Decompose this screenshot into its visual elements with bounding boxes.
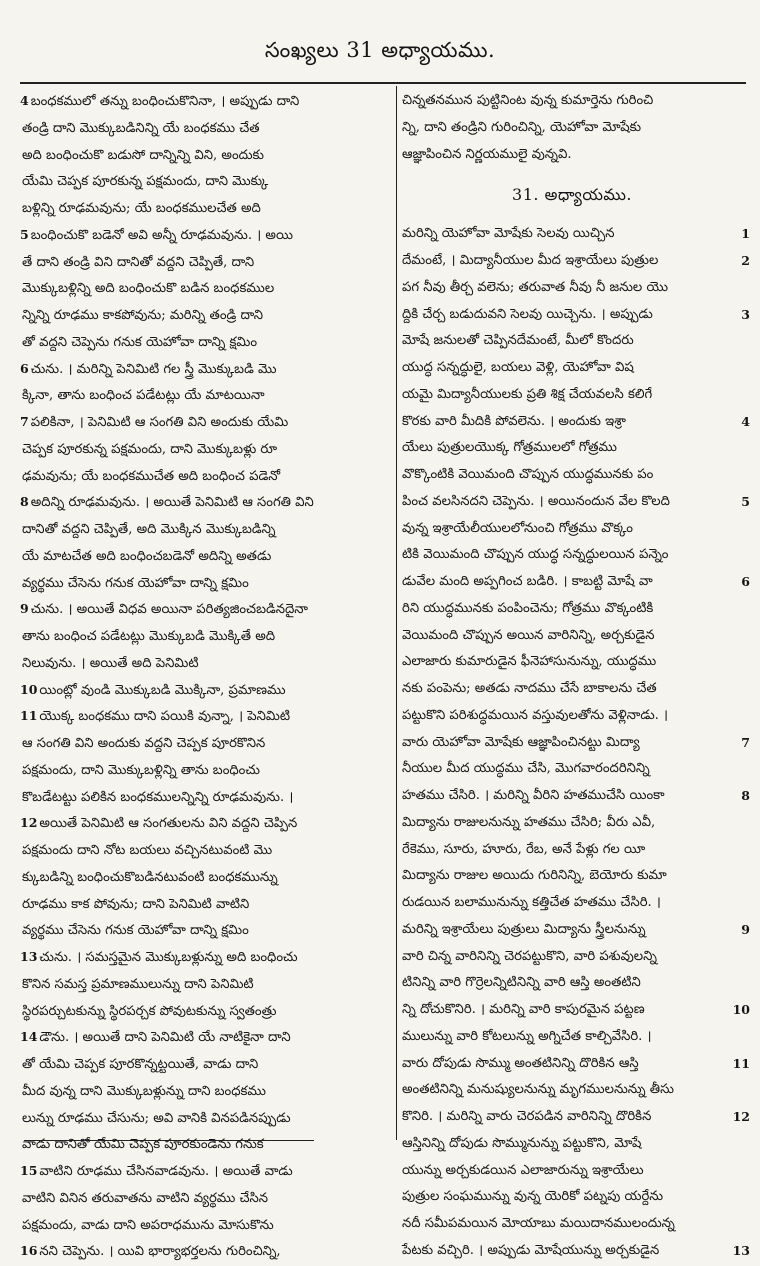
- running-header: సంఖ్యలు 31 అధ్యాయము.: [264, 38, 496, 62]
- text-line: [402, 221, 750, 248]
- verse-number: 4: [741, 413, 750, 429]
- line-text: వాటిని వినిన తరువాతను వాటిని వ్యర్థము చేసిన: [22, 1190, 269, 1206]
- text-line: [402, 863, 742, 890]
- line-text: తో యేమి చెప్పక పూరకొన్నట్టయితే, వాడు దాని: [22, 1057, 259, 1072]
- chapter-text: [402, 221, 750, 1264]
- verse-number: 8: [741, 788, 750, 803]
- line-text: పుత్రుల సంఘమున్ను వున్న యెరికో పట్నపు యర్దేను: [402, 1189, 664, 1205]
- verse-number: 6: [741, 574, 750, 589]
- text-line: [402, 355, 742, 382]
- line-text: నకు పంపెను; అతడు నాదము చేసే బాకాలను చేత: [402, 681, 657, 696]
- line-text: పట్టుకొని పరిశుద్ధమయిన వస్తువులతోను వెళ్లినాడు. ।: [402, 707, 669, 723]
- line-text: చెప్పక పూరకున్న పక్షమందు, దాని మొక్కుబళ్లు రూ: [22, 441, 278, 457]
- text-line: [402, 756, 742, 783]
- column-divider: [396, 86, 397, 1140]
- line-text: కొనిరి. । మరిన్ని వారు చెరపడిన వారినిన్ని దొరికిన: [402, 1109, 652, 1124]
- line-text: చిన్నతనమున పుట్టినింట వున్న కుమార్తెను గురించి: [402, 93, 654, 108]
- line-text: అది బంధించుకొ బడుసో దాన్నిన్ని విని, అందుకు: [22, 147, 264, 163]
- line-text: పించ వలసినదని చెప్పెను. । అయినందున వేల కొలది: [402, 493, 670, 509]
- line-text: వెయిమంది చొప్పున అయిన వారినిన్ని, అర్చకుడైన: [402, 627, 655, 643]
- line-text: తండ్రి దాని మొక్కుబడినిన్ని యే బంధకము చేత: [22, 120, 260, 136]
- text-line: [402, 569, 750, 596]
- text-line: [20, 917, 392, 944]
- text-line: [402, 1131, 742, 1158]
- line-text: టికి వెయిమంది చొప్పున యుద్ధ సన్నద్ధులయిన పన్నెం: [402, 547, 669, 563]
- text-line: [20, 864, 392, 891]
- text-line: [20, 837, 392, 864]
- text-line: [20, 489, 392, 516]
- text-line: [20, 409, 392, 436]
- line-text: దానితో వద్దని చెప్పితే, అది మొక్కిన మొక్కుబడిన్ని: [22, 522, 276, 537]
- text-line: [402, 1077, 742, 1104]
- line-text: నదీ సమీపమయిన మోయాబు మయిదానములందున్న: [402, 1216, 675, 1231]
- line-text: యుద్ధ సన్నద్ధులై, బయలు వెళ్లి, యెహోవా విష: [402, 360, 634, 375]
- line-text: రూఢము కాక పోవును; దాని పెనిమిటి వాటిని: [22, 896, 250, 912]
- text-line: [402, 676, 742, 703]
- text-line: [20, 88, 392, 115]
- text-line: [402, 970, 742, 997]
- line-text: యమై మిద్యానీయులకు ప్రతి శిక్ష చేయవలసి కలిగే: [402, 386, 653, 402]
- verse-number: 12: [20, 815, 38, 831]
- line-text: వారు యెహోవా మోషేకు ఆజ్ఞాపించినట్టు మిద్యా: [402, 734, 640, 750]
- line-text: కొనిన సమస్త ప్రమాణములున్ను దాని పెనిమిటి: [22, 976, 254, 992]
- line-text: టినిన్ని వారి గొర్రెలన్నిటినిన్ని వారి ఆస్తి అంతటిని: [402, 975, 641, 991]
- verse-number: 8: [20, 494, 29, 510]
- text-line: [20, 784, 392, 811]
- line-text: మొక్కుబళ్లిన్ని అది బంధించుకొ బడిన బంధకముల: [22, 281, 275, 297]
- line-text: ఎలాజారు కుమారుడైన ఫీనెహాసునున్ను, యుద్ధము: [402, 654, 657, 670]
- text-line: [402, 382, 742, 409]
- line-text: అయితే పెనిమిటి ఆ సంగతులను విని వద్దని చెప్పిన: [39, 816, 298, 832]
- text-line: [20, 115, 392, 142]
- line-text: డువేల మంది అప్పగించ బడిరి. । కాబట్టి మోషే వా: [402, 574, 653, 589]
- line-text: నని చెప్పెను. । యివి భార్యాభర్తలను గురించిన్ని,: [39, 1244, 281, 1260]
- line-text: మీద వున్న దాని మొక్కుబళ్లున్ను దాని బంధకము: [22, 1083, 266, 1099]
- text-line: [20, 436, 392, 463]
- verse-number: 4: [20, 93, 29, 108]
- text-line: [402, 623, 742, 650]
- text-line: [20, 1078, 392, 1105]
- text-line: [402, 302, 750, 329]
- text-line: [20, 168, 392, 195]
- line-text: ఢమవును; యే బంధకముచేత అది బంధించ పడెనో: [22, 468, 281, 484]
- text-line: [402, 1211, 742, 1238]
- text-line: [20, 677, 392, 704]
- text-line: [402, 328, 742, 355]
- line-text: క్కినా, తాను బంధించ పడేటట్లు యే మాటయినా: [22, 388, 265, 404]
- line-text: న్ని, దాని తండ్రిని గురించిన్ని, యెహోవా మోషేకు: [402, 119, 642, 135]
- line-text: కొబడేటట్టు పలికిన బంధకములన్నిన్ని రూఢమవును. ।: [22, 789, 294, 805]
- line-text: యేలు పుత్రులయొక్క గోత్రములలో గోత్రము: [402, 440, 617, 456]
- line-text: అదిన్ని రూఢమవును. । అయితే పెనిమిటి ఆ సంగతి విని: [30, 495, 314, 511]
- line-text: అంతటినిన్ని మనుష్యులనున్ను మృగములనున్ను తీసు: [402, 1082, 674, 1098]
- text-line: [402, 1051, 750, 1078]
- verse-number: 2: [741, 253, 750, 268]
- text-line: [402, 783, 750, 810]
- text-line: [20, 650, 392, 677]
- line-text: దేమంటే, । మిద్యానీయుల మీద ఇశ్రాయేలు పుత్రుల: [402, 253, 659, 268]
- text-line: [20, 1131, 392, 1158]
- line-text: వాడు దానితో యేమి చెప్పక పూరకుండెను గనుక: [22, 1137, 264, 1153]
- line-text: లున్ను రూఢము చేసును; అవి వానికి వినపడినప్పుడు: [22, 1110, 291, 1126]
- text-line: [20, 1051, 392, 1078]
- verse-number: 6: [20, 360, 29, 376]
- text-line: [20, 1238, 392, 1265]
- text-line: [20, 570, 392, 597]
- verse-number: 9: [20, 601, 29, 617]
- chapter-title: 31. అధ్యాయము.: [512, 185, 632, 205]
- line-text: తే దాని తండ్రి విని దానితో వద్దని చెప్పితే, దాని: [22, 254, 255, 270]
- text-line: [20, 1185, 392, 1212]
- line-text: హతము చేసిరి. । మరిన్ని వీరిని హతముచేసి యింకా: [402, 788, 665, 803]
- text-line: [402, 1104, 750, 1131]
- line-text: మరిన్ని యెహోవా మోషేకు సెలవు యిచ్చిన: [402, 226, 615, 242]
- text-line: [402, 115, 742, 142]
- verse-number: 9: [741, 921, 750, 937]
- text-line: [402, 516, 742, 543]
- verse-number: 15: [20, 1163, 38, 1178]
- text-line: [402, 596, 742, 623]
- text-line: [20, 142, 392, 169]
- text-line: [20, 596, 392, 623]
- line-text: మరిన్ని ఇశ్రాయేలు పుత్రులు మిద్యాను స్త్రీలనున్ను: [402, 921, 646, 937]
- line-text: క్కుబడిన్ని బంధించుకొబడినటువంటి బంధకమున్ను: [22, 869, 278, 885]
- line-text: ద్దికి చేర్చ బడుదువని సెలవు యిచ్చెను. । అప్పుడు: [402, 306, 653, 322]
- verse-number: 11: [20, 708, 38, 724]
- text-line: [402, 542, 742, 569]
- text-line: [20, 998, 392, 1025]
- verse-number: 5: [741, 493, 750, 509]
- line-text: వాటిని రూఢము చేసినవాడవును. । అయితే వాడు: [39, 1164, 293, 1179]
- line-text: యొక్క బంధకము దాని పయికి వున్నా, । పెనిమిటి: [39, 709, 291, 725]
- line-text: వ్యర్థము చేసెను గనుక యెహోవా దాన్ని క్షమిం: [22, 575, 249, 591]
- text-line: [402, 810, 742, 837]
- text-line: [20, 944, 392, 971]
- text-line: [20, 703, 392, 730]
- text-line: [20, 249, 392, 276]
- text-line: [402, 275, 742, 302]
- verse-number: 11: [732, 1055, 750, 1071]
- text-line: [402, 435, 742, 462]
- text-line: [20, 757, 392, 784]
- line-text: వున్న ఇశ్రాయేలీయులలోనుంచి గోత్రము వొక్కం: [402, 520, 633, 536]
- text-line: [20, 516, 392, 543]
- line-text: వ్యర్థము చేసెను గనుక యెహోవా దాన్ని క్షమిం: [22, 923, 249, 939]
- line-text: యేమి చెప్పక పూరకున్న పక్షమందు, దాని మొక్కు: [22, 174, 269, 190]
- line-text: పగ నీవు తీర్చ వలెను; తరువాత నీవు నీ జనుల యొ: [402, 279, 668, 295]
- line-text: తాను బంధించ పడేటట్లు మొక్కుబడి మొక్కితే అది: [22, 629, 276, 644]
- verse-number: 12: [732, 1109, 750, 1124]
- verse-number: 7: [20, 414, 29, 429]
- line-text: రిని యుద్ధమునకు పంపించెను; గోత్రము వొక్కంటికి: [402, 600, 654, 616]
- line-text: పక్షమందు, వాడు దాని అపరాధమును మోసుకొను: [22, 1217, 274, 1233]
- line-text: వొక్కొంటికి వెయిమంది చొప్పున యుద్ధమునకు పం: [402, 467, 654, 482]
- line-text: యింట్లో వుండి మొక్కుబడి మొక్కినా, ప్రమాణము: [39, 682, 286, 698]
- text-line: [20, 891, 392, 918]
- right-column-continuation: [402, 88, 742, 168]
- text-line: [20, 382, 392, 409]
- verse-number: 13: [20, 949, 38, 964]
- line-text: మిద్యాను రాజులనున్ను హతము చేసిరి; వీరు ఎవీ,: [402, 814, 656, 830]
- verse-number: 14: [20, 1029, 38, 1045]
- text-line: [402, 1184, 742, 1211]
- text-line: [402, 890, 742, 917]
- text-line: [402, 88, 742, 115]
- text-line: [402, 997, 750, 1024]
- line-text: పేటకు వచ్చిరి. । అప్పుడు మోషేయున్ను అర్చకుడైన: [402, 1242, 660, 1258]
- header-rule: [20, 82, 746, 84]
- verse-number: 7: [741, 734, 750, 750]
- line-text: స్థిరపర్చుటకున్ను స్థిరపర్చక పోవుటకున్ను స్వతంత్రు: [22, 1003, 277, 1019]
- text-line: [20, 1158, 392, 1185]
- line-text: పక్షమందు, దాని మొక్కుబళ్లిన్ని తాను బంధించు: [22, 762, 260, 778]
- text-line: [402, 1158, 742, 1185]
- text-line: [20, 730, 392, 757]
- text-line: [402, 409, 750, 436]
- text-line: [20, 302, 392, 329]
- line-text: చును. । సమస్తమైన మొక్కుబళ్లున్ను అది బంధించు: [39, 950, 298, 965]
- text-line: [402, 944, 742, 971]
- line-text: మోషే జనులతో చెప్పినదేమంటే, మీలో కొందరు: [402, 333, 634, 349]
- line-text: ఆ సంగతి విని అందుకు వద్దని చెప్పక పూరకొనిన: [22, 736, 266, 751]
- line-text: బంధించుకొ బడెనో అవి అన్నీ రూఢమవును. । అయి: [30, 227, 293, 243]
- line-text: డౌను. । అయితే దాని పెనిమిటి యే నాటికైనా దాని: [39, 1030, 291, 1046]
- text-line: [20, 329, 392, 356]
- line-text: చును. । మరిన్ని పెనిమిటి గల స్త్రీ మొక్కుబడి మొ: [30, 361, 277, 377]
- line-text: ఆస్తినిన్ని దోపుడు సొమ్మునున్ను పట్టుకొని, మోషే: [402, 1135, 642, 1151]
- text-line: [20, 1105, 392, 1132]
- line-text: రేకెము, సూరు, హూరు, రేబ, అనే పేళ్లు గల యీ: [402, 841, 646, 857]
- verse-number: 13: [732, 1242, 750, 1258]
- text-line: [402, 703, 742, 730]
- text-line: [20, 623, 392, 650]
- line-text: నిలువును. । అయితే అది పెనిమిటి: [22, 655, 199, 671]
- text-line: [20, 810, 392, 837]
- line-text: న్ని దోచుకొనిరి. । మరిన్ని వారి కాపురమైన పట్టణ: [402, 1002, 645, 1017]
- text-line: [20, 543, 392, 570]
- verse-number: 3: [741, 306, 750, 322]
- text-line: [402, 1024, 742, 1051]
- line-text: న్నిన్ని రూఢము కాకపోవును; మరిన్ని తండ్రి దాని: [22, 308, 264, 323]
- text-line: [402, 1238, 750, 1265]
- verse-number: 16: [20, 1243, 38, 1259]
- text-line: [402, 649, 742, 676]
- line-text: ఆజ్ఞాపించిన నిర్ణయములై వున్నవి.: [402, 146, 572, 162]
- verse-number: 5: [20, 226, 29, 242]
- line-text: పక్షమందు దాని నోట బయలు వచ్చినటువంటి మొ: [22, 843, 273, 858]
- text-line: [20, 275, 392, 302]
- text-line: [402, 248, 750, 275]
- text-line: [20, 463, 392, 490]
- line-text: వారు దోపుడు సొమ్ము అంతటినిన్ని దొరికిన ఆస్తి: [402, 1055, 639, 1071]
- verse-number: 10: [20, 681, 38, 697]
- text-line: [20, 971, 392, 998]
- line-text: తో వద్దని చెప్పెను గనుక యెహోవా దాన్ని క్షమిం: [22, 334, 258, 350]
- left-column: [20, 88, 392, 1265]
- right-column: [402, 88, 750, 1265]
- text-line: [402, 142, 742, 169]
- line-text: బళ్లిన్ని రూఢమవును; యే బంధకములచేత అది: [22, 201, 261, 216]
- line-text: పలికినా, । పెనిమిటి ఆ సంగతి విని అందుకు యేమి: [30, 415, 289, 430]
- verse-number: 10: [732, 1002, 750, 1017]
- line-text: వారి చిన్న వారినిన్ని చెరపట్టుకొని, వారి పశువులన్ని: [402, 948, 657, 964]
- text-line: [402, 730, 750, 757]
- text-line: [402, 489, 750, 516]
- line-text: యే మాటచేత అది బంధించబడెనో అదిన్ని అతడు: [22, 548, 272, 564]
- text-line: [402, 917, 750, 944]
- text-line: [20, 1024, 392, 1051]
- line-text: ములున్ను వారి కోటలున్ను అగ్నిచేత కాల్చివేసిరి. ।: [402, 1028, 652, 1044]
- line-text: రుడయిన బలామునున్ను కత్తిచేత హతము చేసిరి. ।: [402, 895, 661, 910]
- text-line: [20, 1212, 392, 1239]
- text-line: [402, 462, 742, 489]
- line-text: నీయుల మీద యుద్ధము చేసి, మొగవారందరినిన్ని: [402, 761, 650, 777]
- line-text: మిద్యాను రాజుల అయిదు గురినిన్ని, బెయోరు కుమా: [402, 868, 667, 884]
- text-line: [20, 356, 392, 383]
- footer-rule: [24, 1140, 314, 1141]
- line-text: చును. । అయితే విధవ అయినా పరిత్యజించబడినదైనా: [30, 602, 308, 618]
- line-text: కొరకు వారి మీదికి పోవలెను. । అందుకు ఇశ్రా: [402, 413, 626, 429]
- text-line: [20, 195, 392, 222]
- line-text: యున్ను అర్చకుడయిన ఎలాజారున్ను ఇశ్రాయేలు: [402, 1162, 644, 1178]
- verse-number: 1: [741, 226, 750, 242]
- line-text: బంధకములో తన్ను బంధించుకొనినా, । అప్పుడు దాని: [30, 94, 300, 109]
- text-line: [20, 222, 392, 249]
- text-line: [402, 837, 742, 864]
